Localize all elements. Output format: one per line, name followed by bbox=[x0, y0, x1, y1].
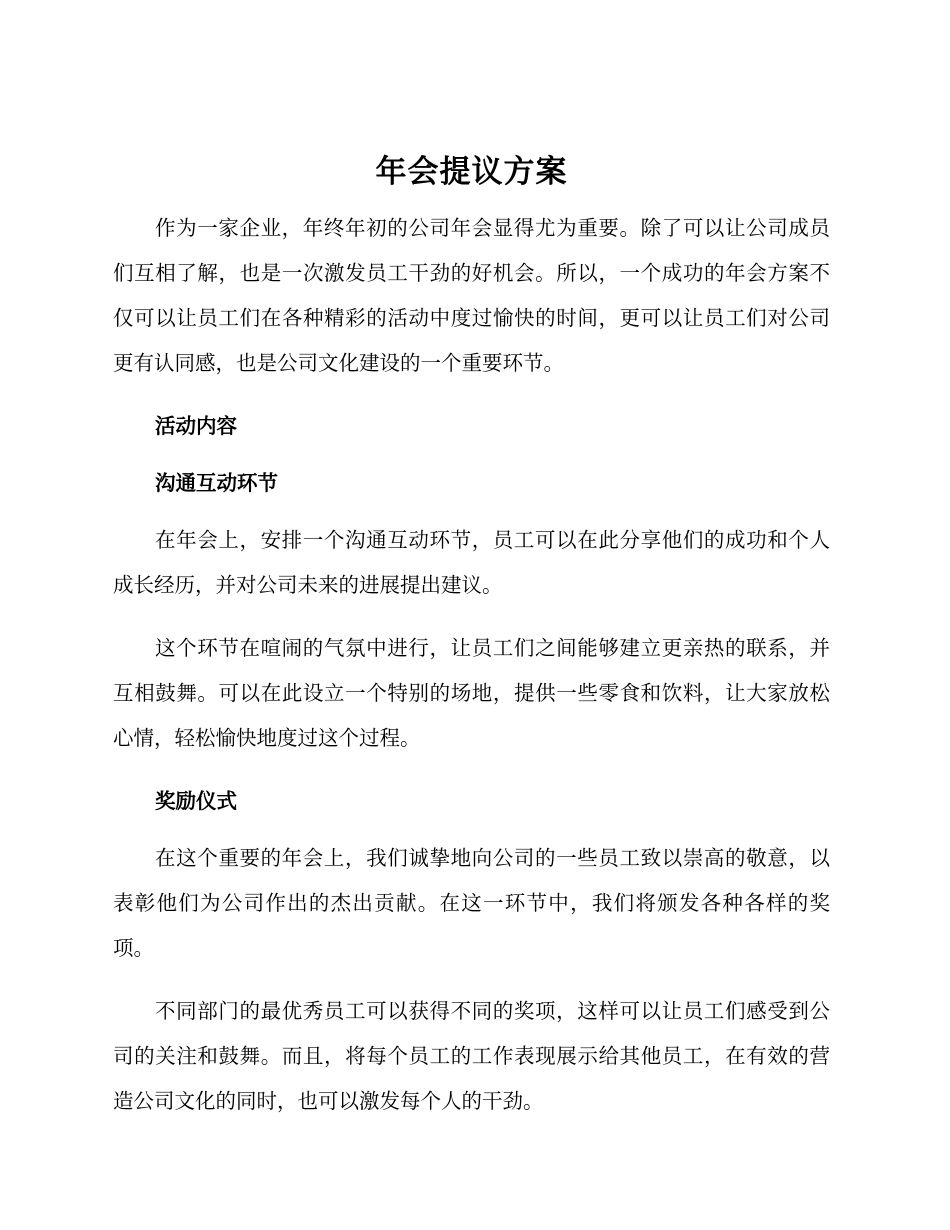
subsection-heading-awards: 奖励仪式 bbox=[155, 789, 237, 813]
section-heading-activities: 活动内容 bbox=[155, 414, 237, 438]
awards-paragraph-2: 不同部门的最优秀员工可以获得不同的奖项，这样可以让员工们感受到公司的关注和鼓舞。而且，将每个员工的工作表现展示给其他员工，在有效的营造公司文化的同时，也可以激发每个人的干劲。 bbox=[113, 999, 830, 1113]
communication-paragraph-1: 在年会上，安排一个沟通互动环节，员工可以在此分享他们的成功和个人成长经历，并对公司未来的进展提出建议。 bbox=[113, 528, 830, 597]
awards-paragraph-1: 在这个重要的年会上，我们诚挚地向公司的一些员工致以崇高的敬意，以表彰他们为公司作出的杰出贡献。在这一环节中，我们将颁发各种各样的奖项。 bbox=[113, 846, 830, 960]
document-title: 年会提议方案 bbox=[375, 154, 568, 190]
communication-paragraph-2: 这个环节在喧闹的气氛中进行，让员工们之间能够建立更亲热的联系，并互相鼓舞。可以在此设立一个特别的场地，提供一些零食和饮料，让大家放松心情，轻松愉快地度过这个过程。 bbox=[113, 636, 830, 750]
intro-paragraph: 作为一家企业，年终年初的公司年会显得尤为重要。除了可以让公司成员们互相了解，也是一次激发员工干劲的好机会。所以，一个成功的年会方案不仅可以让员工们在各种精彩的活动中度过愉快的时间，更可以让员工们对公司更有认同感，也是公司文化建设的一个重要环节。 bbox=[113, 216, 830, 375]
subsection-heading-communication: 沟通互动环节 bbox=[155, 471, 278, 495]
